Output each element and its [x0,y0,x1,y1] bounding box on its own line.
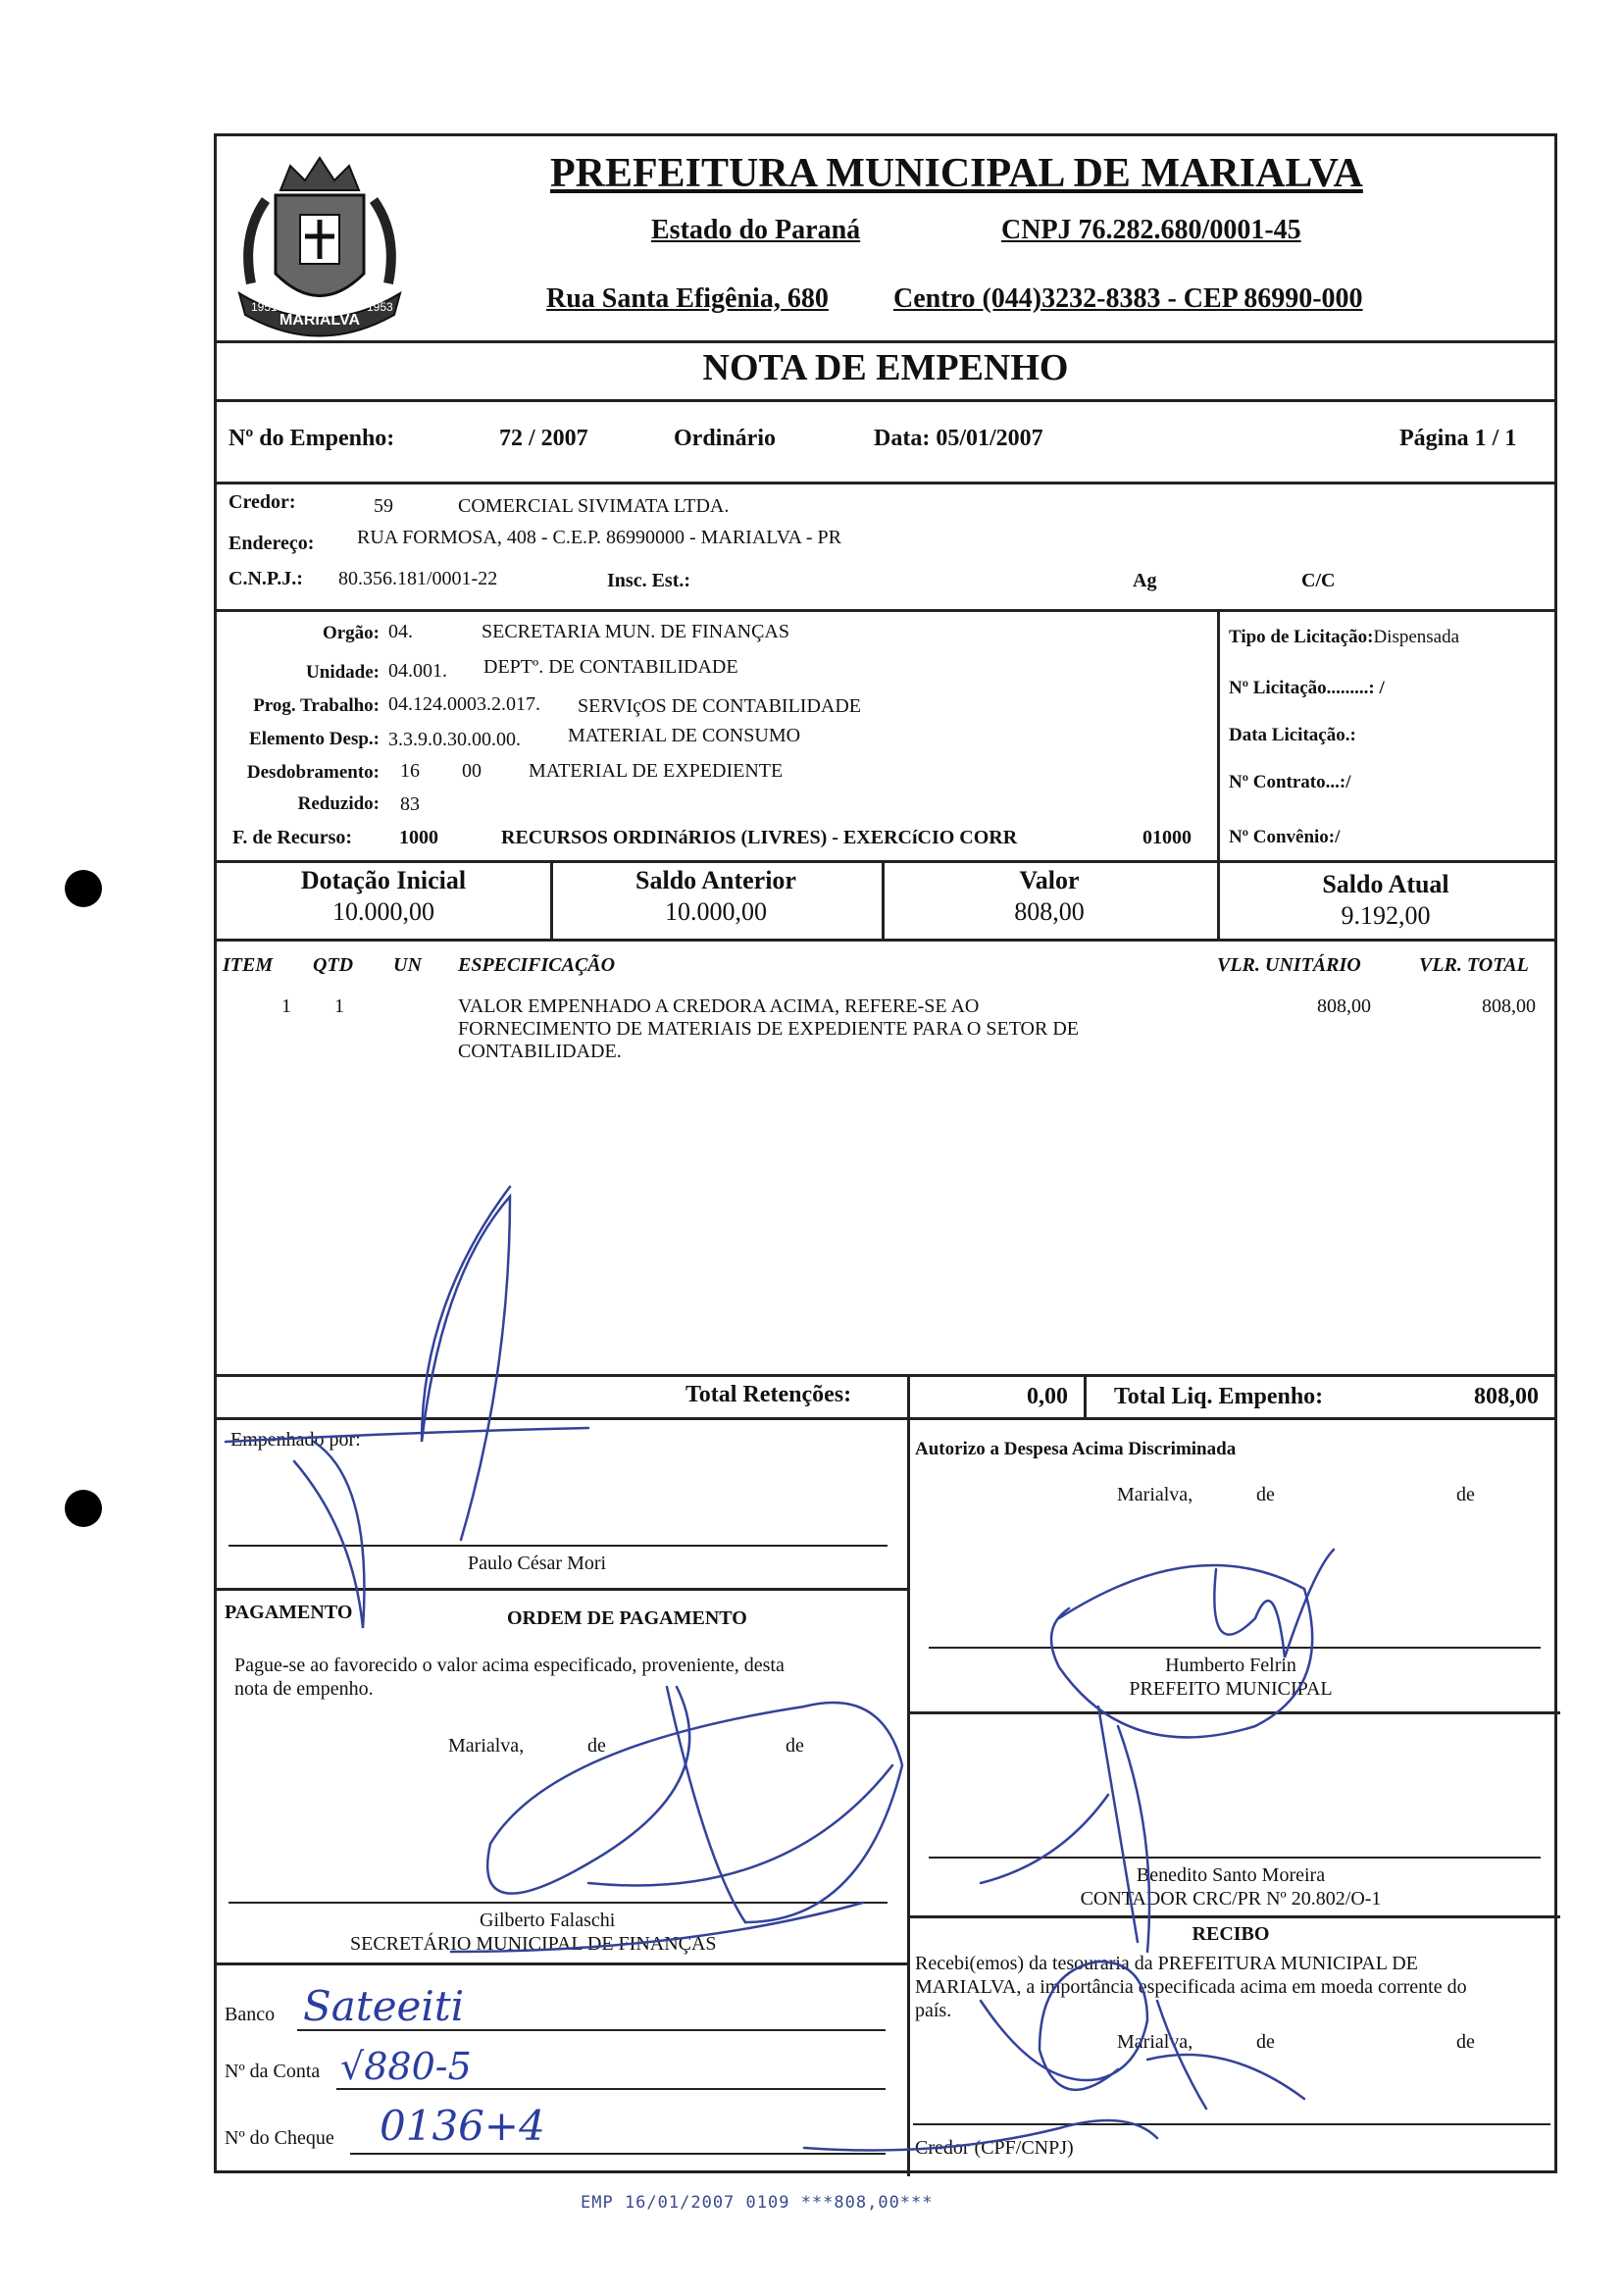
recurso-code: 1000 [399,827,438,848]
credor-insc-label: Insc. Est.: [607,570,691,591]
page-number: Página 1 / 1 [1399,426,1517,451]
credor-address-label: Endereço: [228,533,315,554]
item-spec-line-1: VALOR EMPENHADO A CREDORA ACIMA, REFERE-SE AO [458,995,980,1017]
total-retencoes-label: Total Retenções: [685,1382,852,1407]
punch-hole-bottom [65,1490,102,1527]
municipal-crest-icon [222,146,418,352]
ordem-pagamento-title: ORDEM DE PAGAMENTO [507,1607,747,1629]
credor-ag-label: Ag [1133,570,1157,591]
empenho-number-value: 72 / 2007 [499,426,588,451]
autorizo-label: Autorizo a Despesa Acima Discriminada [915,1439,1237,1459]
reduzido-value: 83 [400,793,420,815]
desdobramento-label: Desdobramento: [246,762,380,783]
licitacao-number: Nº Licitação.........: / [1229,678,1385,698]
credor-cc-label: C/C [1301,570,1336,591]
desdobramento-name: MATERIAL DE EXPEDIENTE [529,760,784,782]
banco-handwritten: Sateeiti [303,1982,465,2030]
conta-label: Nº da Conta [225,2061,321,2082]
unidade-code: 04.001. [388,660,447,682]
elemento-name: MATERIAL DE CONSUMO [568,725,801,746]
contrato-number: Nº Contrato...:/ [1229,772,1351,792]
prog-trabalho-code: 04.124.0003.2.017. [388,693,540,715]
total-liq-label: Total Liq. Empenho: [1114,1384,1324,1409]
credor-cpf-label: Credor (CPF/CNPJ) [915,2137,1074,2159]
elemento-label: Elemento Desp.: [249,729,380,749]
item-unit-value: 808,00 [1317,995,1371,1017]
secretario-name: Gilberto Falaschi [480,1910,616,1931]
orgao-label: Orgão: [322,623,380,643]
document-title: NOTA DE EMPENHO [702,347,1069,388]
desdobramento-sub: 00 [462,760,482,782]
valor-value: 808,00 [1014,897,1085,926]
pagamento-label: PAGAMENTO [225,1602,353,1623]
empenho-type: Ordinário [674,426,777,451]
svg-text:MARIALVA: MARIALVA [279,312,361,329]
pagamento-de-1: de [587,1735,606,1757]
credor-label: Credor: [228,491,296,513]
licitacao-date: Data Licitação.: [1229,725,1356,745]
nota-de-empenho-form [214,133,1557,2173]
desdobramento-code: 16 [400,760,420,782]
autorizo-de-2: de [1456,1484,1475,1505]
recibo-text-3: país. [915,2000,952,2021]
autorizo-city: Marialva, [1117,1484,1193,1505]
saldo-atual-value: 9.192,00 [1341,901,1431,930]
empenho-date: Data: 05/01/2007 [874,426,1043,451]
total-liq-value: 808,00 [1474,1384,1539,1409]
contador-name: Benedito Santo Moreira [1136,1864,1326,1886]
recibo-city: Marialva, [1117,2031,1193,2053]
credor-cnpj-label: C.N.P.J.: [228,568,303,589]
punch-hole-top [65,870,102,907]
svg-text:1951: 1951 [251,300,278,314]
saldo-atual-label: Saldo Atual [1322,870,1449,898]
credor-address: RUA FORMOSA, 408 - C.E.P. 86990000 - MARIALVA - PR [357,527,841,548]
credor-name: COMERCIAL SIVIMATA LTDA. [458,495,730,517]
col-vlr-unitario: VLR. UNITÁRIO [1217,954,1361,976]
header-cnpj: CNPJ 76.282.680/0001-45 [1001,215,1301,245]
col-vlr-total: VLR. TOTAL [1419,954,1529,976]
recurso-number: 01000 [1142,827,1192,848]
elemento-code: 3.3.9.0.30.00.00. [388,729,521,750]
recurso-name: RECURSOS ORDINáRIOS (LIVRES) - EXERCíCIO CORR [501,827,1018,848]
pagamento-city: Marialva, [448,1735,525,1757]
dotacao-label: Dotação Inicial [300,866,467,894]
convenio-number: Nº Convênio:/ [1229,827,1341,847]
dotacao-value: 10.000,00 [332,897,434,926]
orgao-code: 04. [388,621,413,642]
col-un: UN [393,954,422,976]
prog-trabalho-name: SERVIçOS DE CONTABILIDADE [578,695,861,717]
header-contact: Centro (044)3232-8383 - CEP 86990-000 [893,283,1363,314]
col-qtd: QTD [313,954,354,976]
cheque-label: Nº do Cheque [225,2127,334,2149]
saldo-anterior-value: 10.000,00 [665,897,767,926]
secretario-title: SECRETÁRIO MUNICIPAL DE FINANÇAS [350,1933,717,1955]
cheque-handwritten: 0136+4 [380,2102,545,2150]
prefeito-name: Humberto Felrin [1165,1655,1296,1676]
item-spec-line-3: CONTABILIDADE. [458,1041,622,1062]
col-especificacao: ESPECIFICAÇÃO [458,954,616,976]
pagamento-text-2: nota de empenho. [234,1678,374,1700]
banco-label: Banco [225,2004,276,2025]
pagamento-text-1: Pague-se ao favorecido o valor acima especificado, proveniente, desta [234,1655,785,1676]
item-spec-line-2: FORNECIMENTO DE MATERIAIS DE EXPEDIENTE PARA O SETOR DE [458,1018,1079,1040]
saldo-anterior-label: Saldo Anterior [635,866,796,894]
empenho-number-label: Nº do Empenho: [228,426,395,451]
autorizo-de-1: de [1256,1484,1275,1505]
orgao-name: SECRETARIA MUN. DE FINANÇAS [482,621,789,642]
contador-title: CONTADOR CRC/PR Nº 20.802/O-1 [1080,1888,1382,1910]
pagamento-de-2: de [786,1735,804,1757]
reduzido-label: Reduzido: [297,793,380,814]
conta-handwritten: √880-5 [340,2045,472,2088]
credor-code: 59 [374,495,393,517]
valor-label: Valor [1019,866,1080,894]
unidade-name: DEPTº. DE CONTABILIDADE [483,656,738,678]
recurso-label: F. de Recurso: [232,827,353,848]
prog-trabalho-label: Prog. Trabalho: [253,695,380,716]
licitacao-type-value: Dispensada [1373,627,1460,647]
col-item: ITEM [223,954,274,976]
item-qtd: 1 [334,995,344,1017]
empenhado-name: Paulo César Mori [468,1553,607,1574]
credor-cnpj: 80.356.181/0001-22 [338,568,498,589]
recibo-de-2: de [1456,2031,1475,2053]
recibo-text-2: MARIALVA, a importância especificada acima em moeda corrente do [915,1976,1467,1998]
item-number: 1 [281,995,291,1017]
stamp-print: EMP 16/01/2007 0109 ***808,00*** [581,2193,934,2213]
prefeito-title: PREFEITO MUNICIPAL [1129,1678,1333,1700]
header-state: Estado do Paraná [651,215,861,245]
recibo-de-1: de [1256,2031,1275,2053]
header-title: PREFEITURA MUNICIPAL DE MARIALVA [550,151,1363,196]
recibo-title: RECIBO [1192,1923,1270,1945]
recibo-text-1: Recebi(emos) da tesouraria da PREFEITURA MUNICIPAL DE [915,1953,1418,1974]
total-retencoes-value: 0,00 [1027,1384,1068,1409]
licitacao-type-label: Tipo de Licitação:Dispensada [1229,627,1460,647]
unidade-label: Unidade: [306,662,380,683]
empenhado-label: Empenhado por: [230,1429,361,1451]
header-address: Rua Santa Efigênia, 680 [546,283,829,314]
item-total-value: 808,00 [1482,995,1536,1017]
svg-text:1953: 1953 [367,300,393,314]
